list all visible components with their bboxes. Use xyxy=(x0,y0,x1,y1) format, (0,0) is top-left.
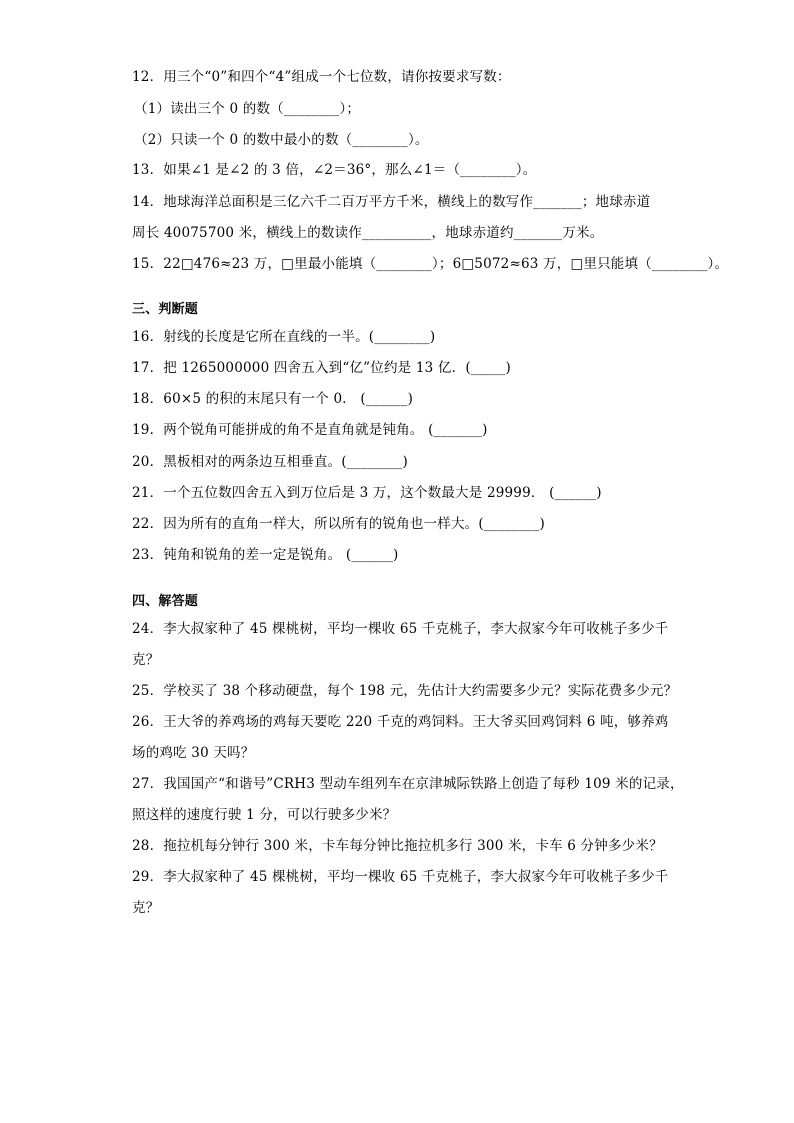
question-16: 16．射线的长度是它所在直线的一半。(________) xyxy=(132,329,436,345)
question-23: 23．钝角和锐角的差一定是锐角。 (______) xyxy=(132,547,399,563)
question-25: 25．学校买了 38 个移动硬盘，每个 198 元，先估计大约需要多少元？实际花费多少元？ xyxy=(132,683,678,699)
question-15: 15．22□476≈23 万，□里最小能填（________）；6□5072≈63 万，□里只能填（________）。 xyxy=(132,256,729,272)
question-14-line-1: 14．地球海洋总面积是三亿六千二百万平方千米，横线上的数写作_______；地球赤道 xyxy=(132,194,651,210)
question-27-line-1: 27．我国国产“和谐号”CRH3 型动车组列车在京津城际铁路上创造了每秒 109 米的记录， xyxy=(132,776,684,792)
question-27-line-2: 照这样的速度行驶 1 分，可以行驶多少米？ xyxy=(132,807,397,823)
question-29-line-1: 29．李大叔家种了 45 棵桃树，平均一棵收 65 千克桃子，李大叔家今年可收桃子多少千 xyxy=(132,869,669,885)
question-12-part-2: （2）只读一个 0 的数中最小的数（________）。 xyxy=(134,132,429,148)
question-24-line-1: 24．李大叔家种了 45 棵桃树，平均一棵收 65 千克桃子，李大叔家今年可收桃子多少千 xyxy=(132,621,669,637)
question-13: 13．如果∠1 是∠2 的 3 倍，∠2＝36°，那么∠1＝（________）。 xyxy=(132,162,537,178)
question-26-line-2: 场的鸡吃 30 天吗？ xyxy=(132,745,255,761)
question-19: 19．两个锐角可能拼成的角不是直角就是钝角。 (_______) xyxy=(132,422,488,438)
question-21: 21．一个五位数四舍五入到万位后是 3 万，这个数最大是 29999． (______) xyxy=(132,485,602,501)
question-12: 12．用三个“0”和四个“4”组成一个七位数，请你按要求写数： xyxy=(132,69,511,85)
question-22: 22．因为所有的直角一样大，所以所有的锐角也一样大。(________) xyxy=(132,516,545,532)
question-20: 20．黑板相对的两条边互相垂直。(________) xyxy=(132,454,408,470)
question-24-line-2: 克？ xyxy=(132,652,160,668)
question-14-line-2: 周长 40075700 米，横线上的数读作__________，地球赤道约_______万米。 xyxy=(132,225,604,241)
section-heading-answer: 四、解答题 xyxy=(132,594,199,609)
section-heading-judge: 三、判断题 xyxy=(132,302,199,317)
question-29-line-2: 克？ xyxy=(132,900,160,916)
question-12-part-1: （1）读出三个 0 的数（________）； xyxy=(134,101,361,117)
question-18: 18．60×5 的积的末尾只有一个 0． (______) xyxy=(132,391,414,407)
question-17: 17．把 1265000000 四舍五入到“亿”位约是 13 亿．(_____) xyxy=(132,360,511,376)
question-28: 28．拖拉机每分钟行 300 米，卡车每分钟比拖拉机多行 300 米，卡车 6 分钟多少米？ xyxy=(132,838,663,854)
question-26-line-1: 26．王大爷的养鸡场的鸡每天要吃 220 千克的鸡饲料。王大爷买回鸡饲料 6 吨，够养鸡 xyxy=(132,714,669,730)
